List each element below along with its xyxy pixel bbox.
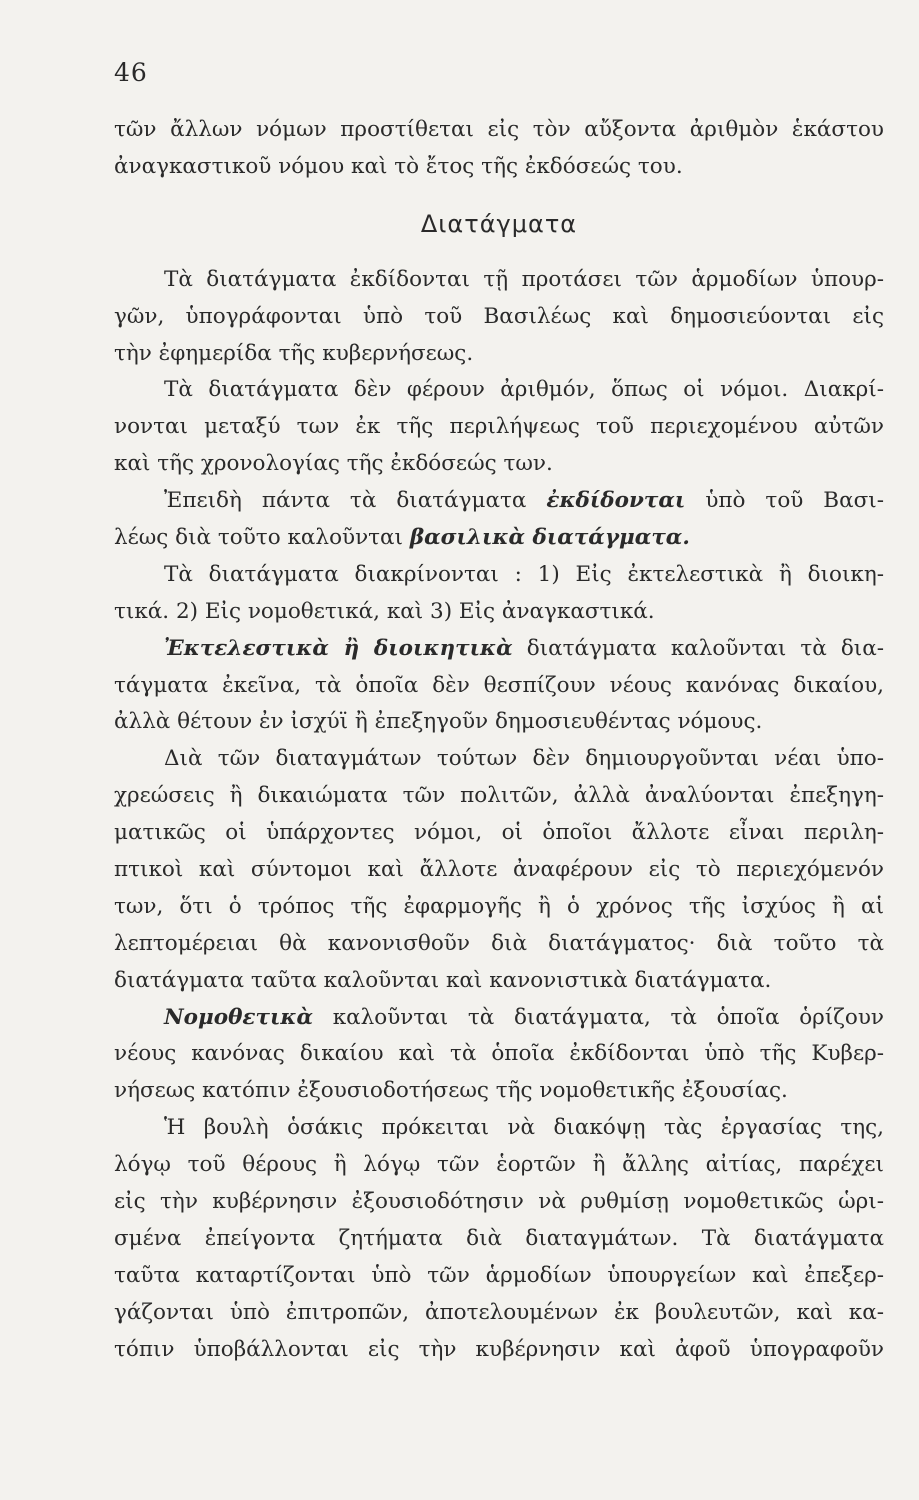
emphasis-text: βασιλικὰ διατάγματα.: [409, 525, 690, 551]
text-line: Τὰ διατάγματα διακρίνονται : 1) Εἰς ἐκτελεστικὰ ἢ διοικη-: [164, 561, 884, 587]
text-line: Τὰ διατάγματα ἐκδίδονται τῇ προτάσει τῶν ἁρμοδίων ὑπουρ-: [164, 266, 884, 292]
text-line: ἀλλὰ θέτουν ἐν ἰσχύϊ ἢ ἐπεξηγοῦν δημοσιευθέντας νόμους.: [114, 709, 763, 735]
text-line: εἰς τὴν κυβέρνησιν ἐξουσιοδότησιν νὰ ρυθμίσῃ νομοθετικῶς ὡρι-: [114, 1189, 884, 1215]
text-line: λεπτομέρειαι θὰ κανονισθοῦν διὰ διατάγματος· διὰ τοῦτο τὰ: [114, 930, 884, 956]
text-line: των, ὅτι ὁ τρόπος τῆς ἐφαρμογῆς ἢ ὁ χρόνος τῆς ἰσχύος ἢ αἱ: [114, 893, 884, 919]
text-line: λόγῳ τοῦ θέρους ἢ λόγῳ τῶν ἑορτῶν ἢ ἄλλης αἰτίας, παρέχει: [114, 1152, 884, 1178]
text-segment: ὑπὸ τοῦ Βασι-: [705, 488, 884, 514]
text-segment: καλοῦνται τὰ διατάγματα, τὰ ὁποῖα ὁρίζουν: [332, 1004, 884, 1030]
text-line: Ἡ βουλὴ ὁσάκις πρόκειται νὰ διακόψῃ τὰς ἐργασίας της,: [164, 1115, 884, 1141]
text-line: νονται μεταξύ των ἐκ τῆς περιλήψεως τοῦ περιεχομένου αὐτῶν: [114, 414, 884, 440]
text-line: ταῦτα καταρτίζονται ὑπὸ τῶν ἁρμοδίων ὑπουργείων καὶ ἐπεξερ-: [114, 1262, 884, 1288]
text-line: [114, 520, 884, 557]
text-line: Τὰ διατάγματα δὲν φέρουν ἀριθμόν, ὅπως οἱ νόμοι. Διακρί-: [164, 377, 884, 403]
text-line: Διὰ τῶν διαταγμάτων τούτων δὲν δημιουργοῦνται νέαι ὑπο-: [164, 746, 884, 772]
text-line: τῶν ἄλλων νόμων προστίθεται εἰς τὸν αὔξοντα ἀριθμὸν ἑκάστου: [114, 117, 884, 142]
text-line: ἀναγκαστικοῦ νόμου καὶ τὸ ἔτος τῆς ἐκδόσεώς του.: [114, 153, 683, 179]
text-line: τικά. 2) Εἰς νομοθετικά, καὶ 3) Εἰς ἀναγκαστικά.: [114, 598, 655, 624]
text-line: διατάγματα ταῦτα καλοῦνται καὶ κανονιστικὰ διατάγματα.: [114, 967, 772, 993]
emphasis-text: ἐκδίδονται: [546, 488, 686, 514]
text-line: καὶ τῆς χρονολογίας τῆς ἐκδόσεώς των.: [114, 451, 553, 477]
emphasis-text: Νομοθετικὰ: [164, 1004, 314, 1030]
text-line: νήσεως κατόπιν ἐξουσιοδοτήσεως τῆς νομοθετικῆς ἐξουσίας.: [114, 1078, 788, 1104]
emphasis-text: Ἐκτελεστικὰ ἢ διοικητικὰ: [164, 635, 513, 661]
text-line: τόπιν ὑποβάλλονται εἰς τὴν κυβέρνησιν καὶ ἀφοῦ ὑπογραφοῦν: [114, 1336, 884, 1362]
text-line: γάζονται ὑπὸ ἐπιτροπῶν, ἀποτελουμένων ἐκ βουλευτῶν, καὶ κα-: [114, 1299, 884, 1325]
section-heading: Διατάγματα: [420, 209, 578, 238]
text-line: ματικῶς οἱ ὑπάρχοντες νόμοι, οἱ ὁποῖοι ἄλλοτε εἶναι περιλη-: [114, 820, 884, 846]
text-line: τάγματα ἐκεῖνα, τὰ ὁποῖα δὲν θεσπίζουν νέους κανόνας δικαίου,: [114, 672, 884, 698]
text-segment: λέως διὰ τοῦτο καλοῦνται: [114, 525, 403, 551]
text-segment: διατάγματα καλοῦνται τὰ δια-: [526, 635, 884, 661]
page-number: 46: [114, 58, 148, 87]
text-line: πτικοὶ καὶ σύντομοι καὶ ἄλλοτε ἀναφέρουν εἰς τὸ περιεχόμενόν: [114, 857, 884, 883]
text-line: χρεώσεις ἢ δικαιώματα τῶν πολιτῶν, ἀλλὰ ἀναλύονται ἐπεξηγη-: [114, 783, 884, 809]
text-line: [114, 1000, 884, 1037]
text-line: [114, 483, 884, 520]
text-line: γῶν, ὑπογράφονται ὑπὸ τοῦ Βασιλέως καὶ δημοσιεύονται εἰς: [114, 303, 884, 329]
text-line: [114, 631, 884, 668]
text-line: τὴν ἐφημερίδα τῆς κυβερνήσεως.: [114, 340, 474, 366]
body-text: [114, 112, 884, 1369]
text-segment: Ἐπειδὴ πάντα τὰ διατάγματα: [164, 488, 527, 514]
text-line: σμένα ἐπείγοντα ζητήματα διὰ διαταγμάτων. Τὰ διατάγματα: [114, 1225, 884, 1251]
text-line: νέους κανόνας δικαίου καὶ τὰ ὁποῖα ἐκδίδονται ὑπὸ τῆς Κυβερ-: [114, 1041, 884, 1067]
